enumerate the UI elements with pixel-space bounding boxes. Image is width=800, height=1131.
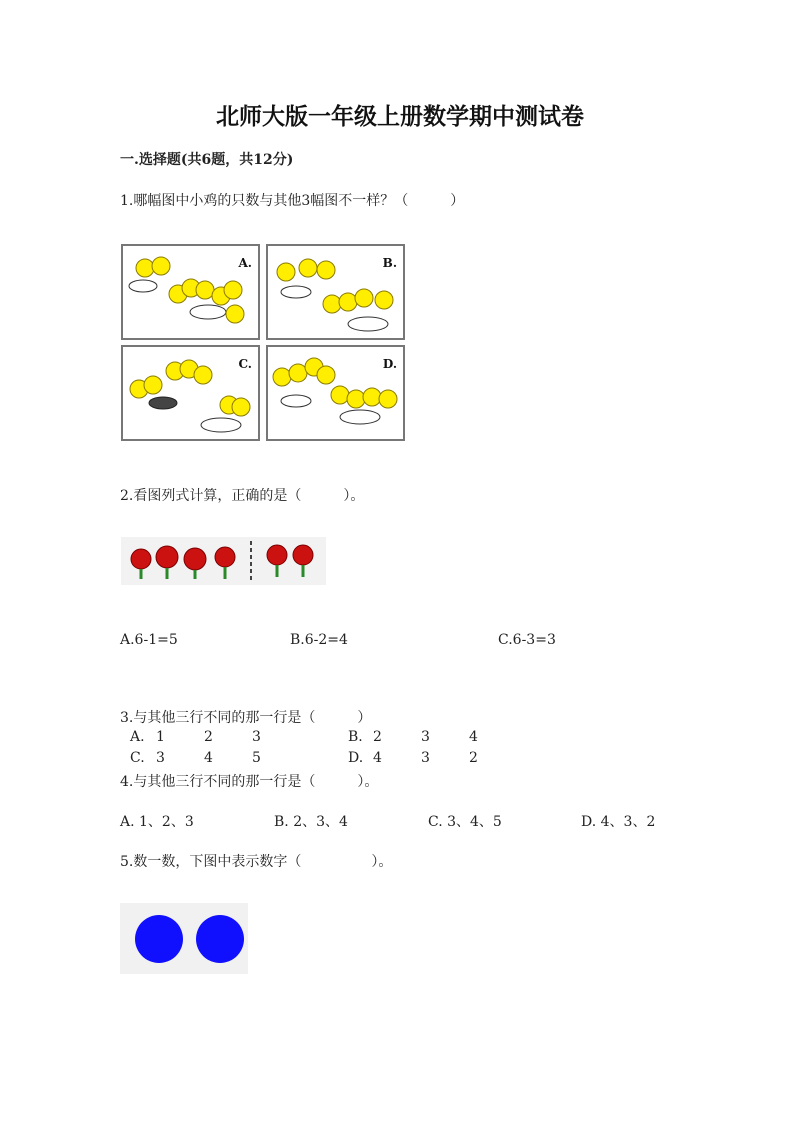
panel-label: A. [238, 256, 252, 270]
q3-row-d-n1: 4 [373, 750, 382, 766]
q3-row-b-letter[interactable]: B. [348, 729, 363, 745]
q1-panel-d [266, 345, 405, 441]
q3-row-a-n1: 1 [156, 729, 165, 745]
page-title: 北师大版一年级上册数学期中测试卷 [216, 103, 584, 130]
q3-row-d-n3: 2 [469, 750, 478, 766]
q4-option-b[interactable]: B. 2、3、4 [274, 814, 348, 830]
q2-option-a[interactable]: A.6-1=5 [120, 632, 178, 648]
q2-option-c[interactable]: C.6-3=3 [498, 632, 556, 648]
q3-row-c-n2: 4 [204, 750, 213, 766]
q1-panel-c [121, 345, 260, 441]
q4-option-a[interactable]: A. 1、2、3 [120, 814, 194, 830]
question-2: 2.看图列式计算，正确的是（ ）。 [120, 488, 365, 504]
q1-panel-a [121, 244, 260, 340]
question-4: 4.与其他三行不同的那一行是（ ）。 [120, 774, 379, 790]
q3-row-b-n1: 2 [373, 729, 382, 745]
question-1: 1.哪幅图中小鸡的只数与其他3幅图不一样？（ ） [120, 193, 465, 209]
question-3: 3.与其他三行不同的那一行是（ ） [120, 710, 372, 726]
q4-option-d[interactable]: D. 4、3、2 [581, 814, 656, 830]
q3-row-d-n2: 3 [421, 750, 430, 766]
section-heading: 一.选择题(共6题，共12分) [120, 152, 294, 168]
q3-row-b-n2: 3 [421, 729, 430, 745]
rose-icon [121, 537, 326, 585]
q3-row-c-n3: 5 [252, 750, 261, 766]
q3-row-c-n1: 3 [156, 750, 165, 766]
q3-row-a-n3: 3 [252, 729, 261, 745]
q3-row-c-letter[interactable]: C. [130, 750, 145, 766]
q3-row-a-letter[interactable]: A. [130, 729, 145, 745]
panel-label: C. [238, 357, 252, 371]
q3-row-a-n2: 2 [204, 729, 213, 745]
blue-circle-2 [196, 915, 244, 963]
q3-row-d-letter[interactable]: D. [348, 750, 364, 766]
q2-rose-figure [121, 537, 326, 585]
panel-label: D. [382, 357, 397, 371]
q2-option-b[interactable]: B.6-2=4 [290, 632, 348, 648]
blue-circle-1 [135, 915, 183, 963]
panel-label: B. [382, 256, 397, 270]
q3-row-b-n3: 4 [469, 729, 478, 745]
q4-option-c[interactable]: C. 3、4、5 [428, 814, 502, 830]
q5-dots-figure [120, 903, 248, 974]
q1-panel-b [266, 244, 405, 340]
question-5: 5.数一数，下图中表示数字（ ）。 [120, 854, 393, 870]
